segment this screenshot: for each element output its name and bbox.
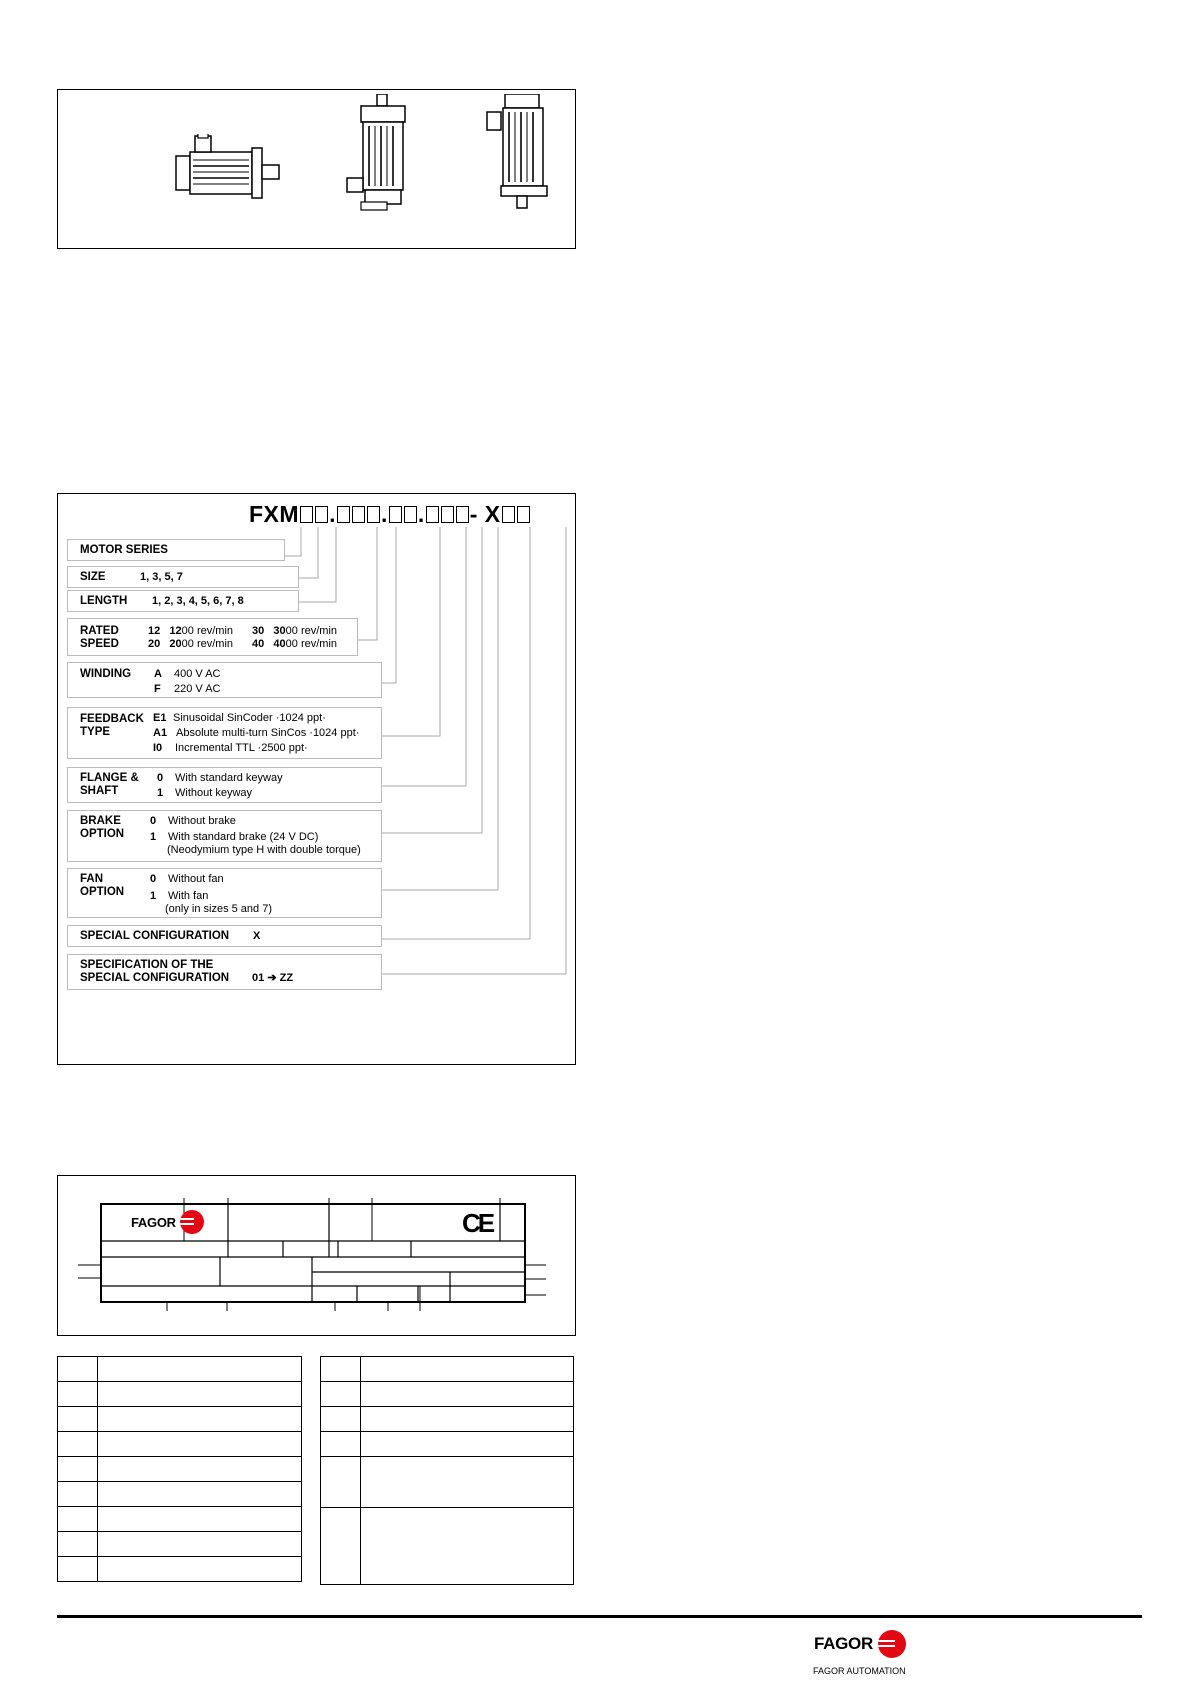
fan-note: (only in sizes 5 and 7) (165, 903, 272, 915)
flange-desc: Without keyway (175, 787, 253, 799)
speed-item: 12 1200 rev/min (148, 625, 234, 637)
nameplate-legend-table-right (320, 1356, 574, 1585)
brake-desc: With standard brake (24 V DC) (168, 831, 319, 843)
winding-label: WINDING (80, 668, 132, 680)
brake-label-2: OPTION (80, 828, 125, 840)
flange-code: 0 (157, 772, 164, 784)
brake-note: (Neodymium type H with double torque) (167, 844, 361, 856)
length-label: LENGTH (80, 595, 128, 607)
footer-caption: FAGOR AUTOMATION (813, 1666, 906, 1676)
fan-code: 0 (150, 873, 157, 885)
sales-reference-code: FXM . . . - X (249, 501, 531, 528)
size-values: 1, 3, 5, 7 (140, 571, 183, 583)
fan-code: 1 (150, 890, 157, 902)
nameplate-fagor-logo: FAGOR (131, 1210, 204, 1234)
feedback-code: A1 (153, 727, 168, 739)
fan-desc: Without fan (168, 873, 224, 885)
brake-code: 1 (150, 831, 157, 843)
fan-desc: With fan (168, 890, 209, 902)
flange-label-1: FLANGE & (80, 772, 139, 784)
feedback-code: I0 (153, 742, 163, 754)
footer-fagor-logo: FAGOR (814, 1630, 906, 1658)
rated-speed-label-2: SPEED (80, 638, 119, 650)
speed-item: 40 4000 rev/min (252, 638, 338, 650)
winding-desc: 400 V AC (174, 668, 221, 680)
nameplate-legend-table-left (57, 1356, 302, 1582)
special-spec-label-1: SPECIFICATION OF THE (80, 959, 214, 971)
motor-series-label: MOTOR SERIES (80, 544, 168, 556)
feedback-desc: Absolute multi-turn SinCos ·1024 ppt· (176, 727, 360, 739)
flange-code: 1 (157, 787, 164, 799)
flange-desc: With standard keyway (175, 772, 283, 784)
fan-label-2: OPTION (80, 886, 125, 898)
feedback-desc: Sinusoidal SinCoder ·1024 ppt· (173, 712, 326, 724)
feedback-label-2: TYPE (80, 726, 111, 738)
footer-rule (57, 1615, 1142, 1618)
size-label: SIZE (80, 571, 106, 583)
length-values: 1, 2, 3, 4, 5, 6, 7, 8 (152, 595, 244, 607)
fan-label-1: FAN (80, 873, 103, 885)
ce-mark-icon: CE (462, 1208, 493, 1238)
feedback-label-1: FEEDBACK (80, 713, 144, 725)
winding-code: A (154, 668, 162, 680)
brake-label-1: BRAKE (80, 815, 121, 827)
rated-speed-label-1: RATED (80, 625, 119, 637)
brake-code: 0 (150, 815, 157, 827)
feedback-code: E1 (153, 712, 167, 724)
fagor-logo-icon (180, 1210, 204, 1234)
special-config-value: X (253, 930, 261, 942)
fagor-logo-icon (878, 1630, 906, 1658)
speed-item: 20 2000 rev/min (148, 638, 234, 650)
special-config-label: SPECIAL CONFIGURATION (80, 930, 230, 942)
winding-desc: 220 V AC (174, 683, 221, 695)
winding-code: F (154, 683, 161, 695)
special-spec-label-2: SPECIAL CONFIGURATION (80, 972, 230, 984)
special-spec-range: 01 ➔ ZZ (252, 972, 294, 984)
feedback-desc: Incremental TTL ·2500 ppt· (175, 742, 308, 754)
brake-desc: Without brake (168, 815, 236, 827)
flange-label-2: SHAFT (80, 785, 119, 797)
speed-item: 30 3000 rev/min (252, 625, 338, 637)
